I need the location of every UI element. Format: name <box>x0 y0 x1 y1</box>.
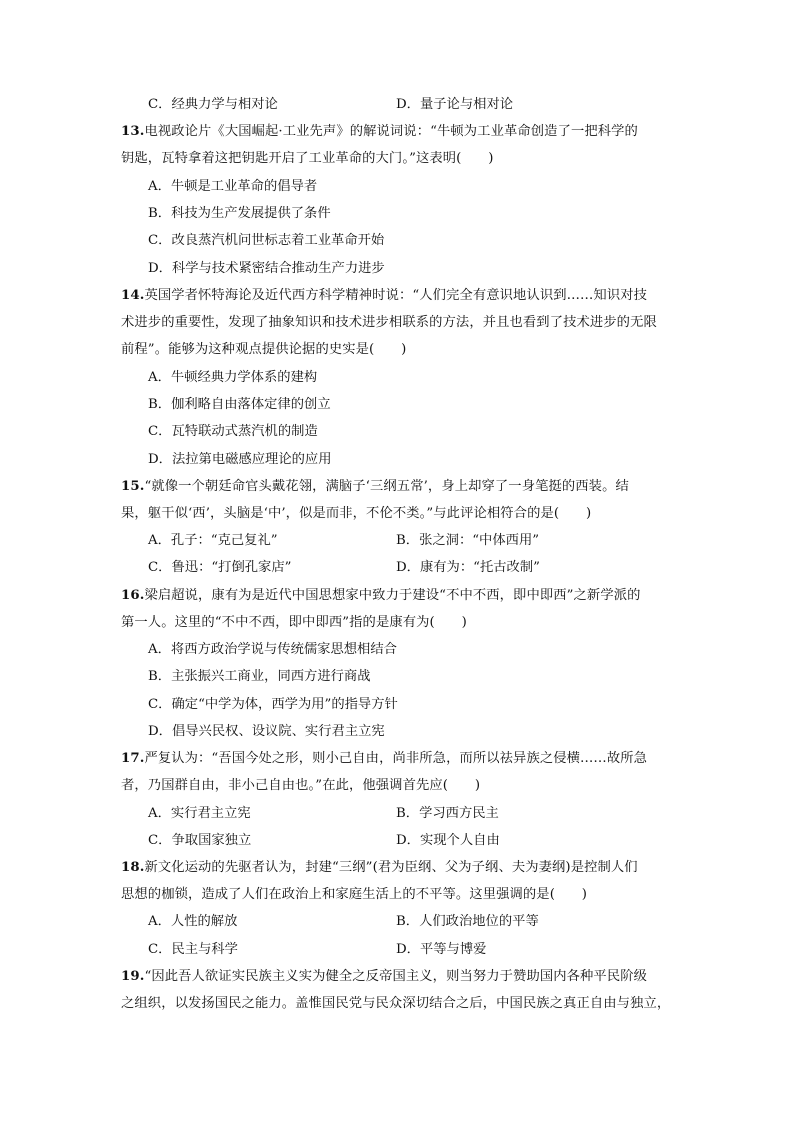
q13-option-a: A．牛顿是工业革命的倡导者 <box>148 179 318 194</box>
q16-option-b: B．主张振兴工商业，同西方进行商战 <box>148 669 371 684</box>
q18-stem-text-1: 新文化运动的先驱者认为，封建“三纲”(君为臣纲、父为子纲、夫为妻纲)是控制人们 <box>144 860 638 875</box>
q16-stem-line-1 <box>121 586 641 606</box>
q14-option-c: C．瓦特联动式蒸汽机的制造 <box>148 424 318 439</box>
q17-stem-text-1: 严复认为：“吾国今处之形，则小己自由，尚非所急，而所以祛异族之侵横……故所急 <box>144 751 648 766</box>
q15-number: 15. <box>121 479 145 494</box>
q15-option-b: B．张之洞：“中体西用” <box>396 533 540 548</box>
q14-stem-text-1: 英国学者怀特海论及近代西方科学精神时说：“人们完全有意识地认识到……知识对技 <box>144 288 648 303</box>
q14-option-a: A．牛顿经典力学体系的建构 <box>148 370 318 385</box>
q17-option-d: D．实现个人自由 <box>396 833 500 848</box>
q16-option-c: C．确定“中学为体，西学为用”的指导方针 <box>148 697 398 712</box>
q16-option-a: A．将西方政治学说与传统儒家思想相结合 <box>148 642 397 657</box>
q15-stem-line-1 <box>121 477 629 497</box>
q16-stem-line-2: 第一人。这里的“不中不西，即中即西”指的是康有为( ) <box>121 615 467 630</box>
q18-option-a: A．人性的解放 <box>148 914 238 929</box>
q13-option-d: D．科学与技术紧密结合推动生产力进步 <box>148 261 385 276</box>
q15-option-d: D．康有为：“托古改制” <box>396 560 540 575</box>
q15-stem-text-1: “就像一个朝廷命官头戴花翎，满脑子‘三纲五常’，身上却穿了一身笔挺的西装。结 <box>144 479 629 494</box>
q17-number: 17. <box>121 751 145 766</box>
q16-stem-text-1: 梁启超说，康有为是近代中国思想家中致力于建设“不中不西，即中即西”之新学派的 <box>144 588 641 603</box>
q15-option-a: A．孔子：“克己复礼” <box>148 533 278 548</box>
q19-stem-line-2: 之组织，以发扬国民之能力。盖惟国民党与民众深切结合之后，中国民族之真正自由与独立， <box>121 996 671 1011</box>
q13-stem-text-1: 电视政论片《大国崛起·工业先声》的解说词说：“牛顿为工业革命创造了一把科学的 <box>144 124 638 139</box>
q13-option-c: C．改良蒸汽机问世标志着工业革命开始 <box>148 233 385 248</box>
q18-stem-line-1 <box>121 858 638 878</box>
q18-option-b: B．人们政治地位的平等 <box>396 914 539 929</box>
q14-option-b: B．伽利略自由落体定律的创立 <box>148 397 331 412</box>
q17-option-a: A．实行君主立宪 <box>148 806 251 821</box>
q17-option-b: B．学习西方民主 <box>396 806 499 821</box>
q17-stem-line-1 <box>121 749 647 769</box>
q13-number: 13. <box>121 124 145 139</box>
q16-number: 16. <box>121 588 145 603</box>
q17-stem-line-2: 者，乃国群自由，非小己自由也。”在此，他强调首先应( ) <box>121 778 481 793</box>
q13-option-b: B．科技为生产发展提供了条件 <box>148 206 331 221</box>
q17-option-c: C．争取国家独立 <box>148 833 252 848</box>
q14-option-d: D．法拉第电磁感应理论的应用 <box>148 452 332 467</box>
q18-option-c: C．民主与科学 <box>148 942 238 957</box>
q15-option-c: C．鲁迅：“打倒孔家店” <box>148 560 292 575</box>
q19-stem-text-1: “因此吾人欲证实民族主义实为健全之反帝国主义，则当努力于赞助国内各种平民阶级 <box>144 969 648 984</box>
q18-option-d: D．平等与博爱 <box>396 942 487 957</box>
q12-option-c: C．经典力学与相对论 <box>148 97 278 112</box>
q19-number: 19. <box>121 969 145 984</box>
q15-stem-line-2: 果，躯干似‘西’，头脑是‘中’，似是而非，不伦不类。”与此评论相符合的是( ) <box>121 506 592 521</box>
q14-stem-line-2: 术进步的重要性，发现了抽象知识和技术进步相联系的方法，并且也看到了技术进步的无限 <box>121 315 657 330</box>
q14-stem-line-3: 前程”。能够为这种观点提供论据的史实是( ) <box>121 342 407 357</box>
q13-stem-line-1 <box>121 122 638 142</box>
q13-stem-line-2: 钥匙，瓦特拿着这把钥匙开启了工业革命的大门。”这表明( ) <box>121 151 494 166</box>
q16-option-d: D．倡导兴民权、设议院、实行君主立宪 <box>148 724 385 739</box>
q19-stem-line-1 <box>121 967 647 987</box>
q18-stem-line-2: 思想的枷锁，造成了人们在政治上和家庭生活上的不平等。这里强调的是( ) <box>121 887 588 902</box>
q18-number: 18. <box>121 860 145 875</box>
q14-number: 14. <box>121 288 145 303</box>
q12-option-d: D．量子论与相对论 <box>396 97 514 112</box>
q14-stem-line-1 <box>121 286 647 306</box>
